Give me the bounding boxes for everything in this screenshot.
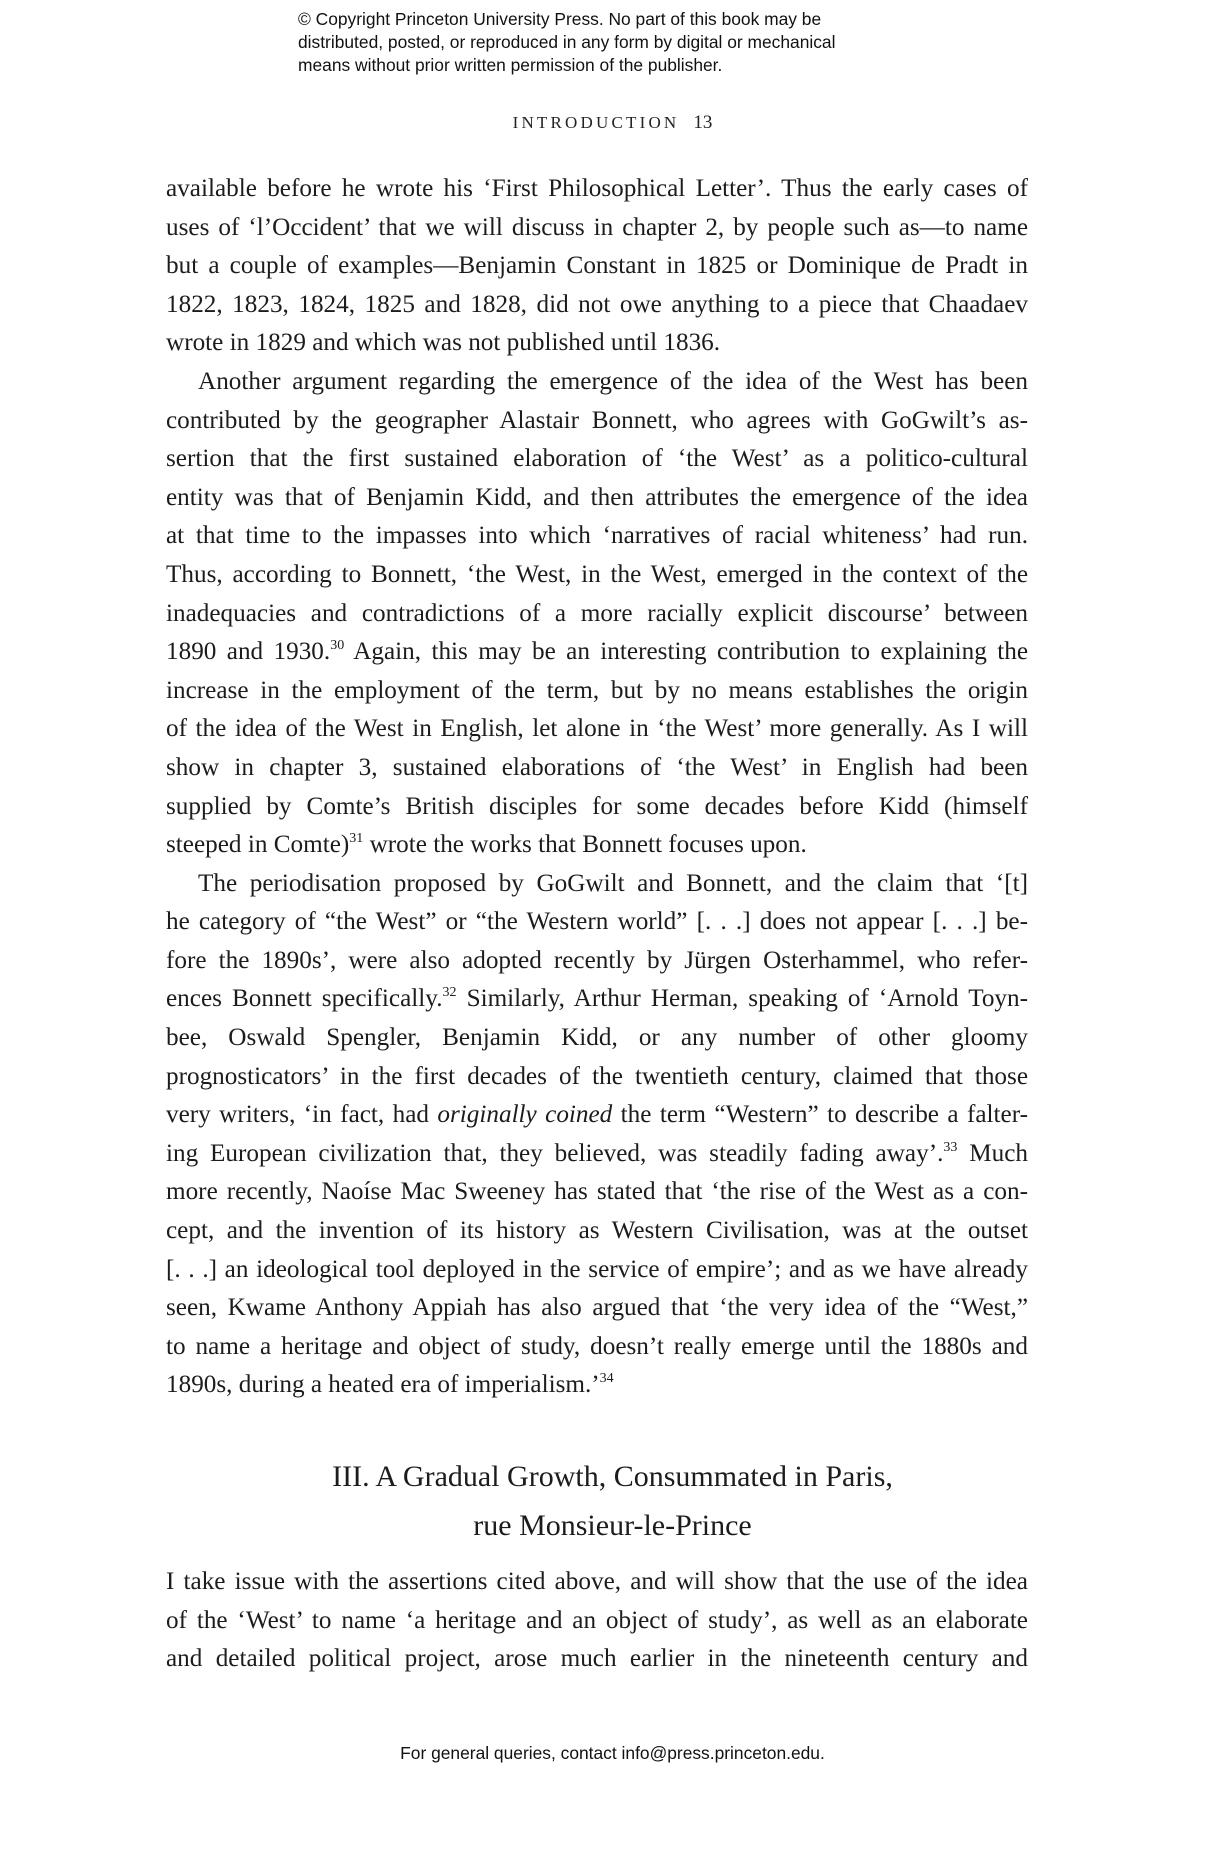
footnote-ref: 31 — [349, 831, 364, 847]
section-heading-line: III. A Gradual Growth, Consummated in Paris, — [332, 1460, 893, 1493]
text-line: sertion that the first sustained elaboration of ‘the West’ as a politico-cultural — [166, 445, 1028, 473]
text-segment: Similarly, Arthur Herman, speaking of ‘Arnold Toyn- — [456, 985, 1029, 1013]
text-line: Thus, according to Bonnett, ‘the West, in the West, emerged in the context of the — [166, 560, 1028, 588]
copyright-line: © Copyright Princeton University Press. No part of this book may be — [298, 9, 822, 29]
copyright-line: distributed, posted, or reproduced in any form by digital or mechanical — [298, 32, 836, 52]
text-line — [166, 633, 1028, 672]
text-line — [166, 1096, 1028, 1135]
text-line — [166, 1366, 1028, 1405]
body-text — [166, 170, 1028, 1405]
text-line: and detailed political project, arose much earlier in the nineteenth century and — [166, 1645, 1028, 1673]
footnote-ref: 34 — [599, 1371, 614, 1387]
footnote-ref: 33 — [943, 1140, 958, 1156]
text-line: show in chapter 3, sustained elaborations of ‘the West’ in English had been — [166, 753, 1028, 781]
text-line: entity was that of Benjamin Kidd, and then attributes the emergence of the idea — [166, 483, 1028, 511]
copyright-notice — [298, 8, 938, 77]
text-line: cept, and the invention of its history as Western Civilisation, was at the outset — [166, 1217, 1028, 1245]
text-segment: Again, this may be an interesting contribution to explaining the — [344, 638, 1028, 666]
running-head — [0, 112, 1225, 134]
text-line: of the ‘West’ to name ‘a heritage and an object of study’, as well as an elaborate — [166, 1606, 1028, 1634]
page-number: 13 — [693, 112, 713, 133]
text-line: Another argument regarding the emergence of the idea of the West has been — [198, 367, 1028, 395]
text-segment: 1890s, during a heated era of imperialism.’ — [166, 1371, 600, 1399]
running-head-title: INTRODUCTION — [512, 113, 680, 132]
section-body-text — [166, 1563, 1028, 1679]
text-line: 1822, 1823, 1824, 1825 and 1828, did not owe anything to a piece that Chaadaev — [166, 290, 1028, 318]
text-line: increase in the employment of the term, but by no means establishes the origin — [166, 676, 1028, 704]
text-line: The periodisation proposed by GoGwilt and Bonnett, and the claim that ‘[t] — [198, 869, 1028, 897]
emphasis-text: originally coined — [437, 1101, 613, 1129]
text-line: I take issue with the assertions cited above, and will show that the use of the idea — [166, 1568, 1028, 1595]
text-segment: Much — [957, 1139, 1029, 1167]
text-line: to name a heritage and object of study, doesn’t really emerge until the 1880s and — [166, 1332, 1028, 1360]
text-line: uses of ‘l’Occident’ that we will discuss in chapter 2, by people such as—to name — [166, 213, 1028, 241]
text-line — [166, 1135, 1028, 1174]
text-line: but a couple of examples—Benjamin Constant in 1825 or Dominique de Pradt in — [166, 252, 1028, 280]
text-line: at that time to the impasses into which ‘narratives of racial whiteness’ had run. — [166, 522, 1028, 550]
text-line: bee, Oswald Spengler, Benjamin Kidd, or any number of other gloomy — [166, 1024, 1028, 1052]
text-line — [166, 826, 1028, 865]
text-segment: steeped in Comte) — [166, 831, 350, 859]
text-line: [. . .] an ideological tool deployed in the service of empire’; and as we have already — [166, 1255, 1028, 1283]
text-segment: ences Bonnett specifically. — [166, 985, 443, 1013]
copyright-line: means without prior written permission of the publisher. — [298, 55, 723, 75]
text-line: supplied by Comte’s British disciples for some decades before Kidd (himself — [166, 792, 1028, 820]
text-line: available before he wrote his ‘First Philosophical Letter’. Thus the early cases of — [166, 175, 1028, 202]
text-segment: 1890 and 1930. — [166, 638, 331, 666]
text-line: wrote in 1829 and which was not published until 1836. — [166, 329, 721, 357]
text-segment: very writers, ‘in fact, had — [166, 1101, 438, 1129]
text-line: fore the 1890s’, were also adopted recently by Jürgen Osterhammel, who refer- — [166, 946, 1028, 974]
text-line — [166, 980, 1028, 1019]
footnote-ref: 32 — [442, 985, 457, 1001]
text-line: he category of “the West” or “the Western world” [. . .] does not appear [. . .] be- — [166, 908, 1028, 936]
text-line: prognosticators’ in the first decades of the twentieth century, claimed that those — [166, 1062, 1028, 1090]
text-line: seen, Kwame Anthony Appiah has also argued that ‘the very idea of the “West,” — [166, 1294, 1028, 1322]
text-line: more recently, Naoíse Mac Sweeney has stated that ‘the rise of the West as a con- — [166, 1178, 1028, 1206]
section-heading-line: rue Monsieur-le-Prince — [473, 1509, 752, 1542]
footer-contact: For general queries, contact info@press.princeton.edu. — [400, 1743, 825, 1763]
text-segment: the term “Western” to describe a falter- — [612, 1101, 1028, 1129]
footnote-ref: 30 — [330, 638, 345, 654]
text-line: contributed by the geographer Alastair Bonnett, who agrees with GoGwilt’s as- — [166, 406, 1028, 434]
section-heading — [0, 1452, 1225, 1550]
text-line: of the idea of the West in English, let alone in ‘the West’ more generally. As I will — [166, 715, 1028, 743]
text-segment: wrote the works that Bonnett focuses upon. — [363, 831, 807, 859]
text-line: inadequacies and contradictions of a more racially explicit discourse’ between — [166, 599, 1028, 627]
text-segment: ing European civilization that, they believed, was steadily fading away’. — [166, 1139, 944, 1167]
